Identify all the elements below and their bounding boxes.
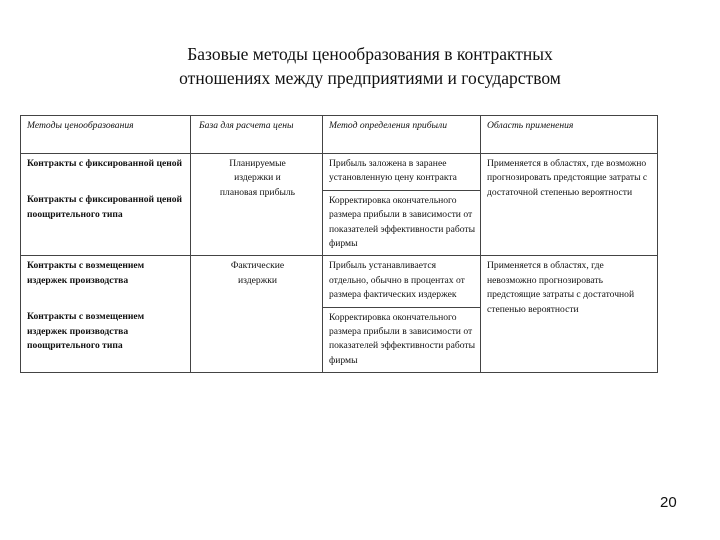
table-header-row (21, 116, 658, 154)
header-profit: Метод определения прибыли (323, 116, 481, 154)
method-cost-reimbursement-incentive: Контракты с возмещением издержек производства поощрительного типа (27, 311, 145, 351)
area-predictable: Применяется в областях, где возможно прогнозировать предстоящие затраты с достаточной степенью вероятности (487, 158, 648, 198)
profit-fixed: Прибыль заложена в заранее установленную цену контракта (329, 158, 457, 184)
pricing-methods-table (20, 115, 658, 373)
header-methods: Методы ценообразования (21, 116, 191, 154)
table-row (21, 154, 658, 191)
method-fixed-price: Контракты с фиксированной ценой (27, 158, 183, 169)
area-unpredictable: Применяется в областях, где невозможно прогнозировать предстоящие затраты с достаточной степенью вероятности (487, 260, 635, 315)
profit-cell (323, 190, 481, 256)
method-cell (21, 307, 191, 373)
slide-title (130, 42, 610, 90)
table-row (21, 256, 658, 307)
profit-cell (323, 154, 481, 191)
profit-cell (323, 256, 481, 307)
area-cell (481, 154, 658, 256)
profit-fixed-adjust: Корректировка окончательного размера прибыли в зависимости от показателей эффективности работы фирмы (329, 194, 476, 250)
header-base: База для расчета цены (191, 116, 323, 154)
method-cost-reimbursement: Контракты с возмещением издержек производства (27, 260, 145, 286)
page-number: 20 (660, 494, 677, 511)
title-line-1: Базовые методы ценообразования в контрактных (187, 44, 553, 64)
base-cell (191, 256, 323, 373)
header-area: Область применения (481, 116, 658, 154)
base-cell (191, 154, 323, 256)
profit-cost-adjust: Корректировка окончательного размера прибыли в зависимости от показателей эффективности работы фирмы (329, 311, 476, 366)
title-line-2: отношениях между предприятиями и государством (179, 68, 561, 88)
method-fixed-price-incentive: Контракты с фиксированной ценой поощрительного типа (27, 194, 183, 220)
profit-cell (323, 307, 481, 373)
method-cell (21, 256, 191, 307)
area-cell (481, 256, 658, 373)
profit-percent: Прибыль устанавливается отдельно, обычно в процентах от размера фактических издержек (329, 260, 465, 301)
method-cell (21, 190, 191, 256)
base-actual: Фактические издержки (230, 260, 285, 286)
base-planned: Планируемые издержки и плановая прибыль (219, 158, 296, 198)
method-cell (21, 154, 191, 191)
